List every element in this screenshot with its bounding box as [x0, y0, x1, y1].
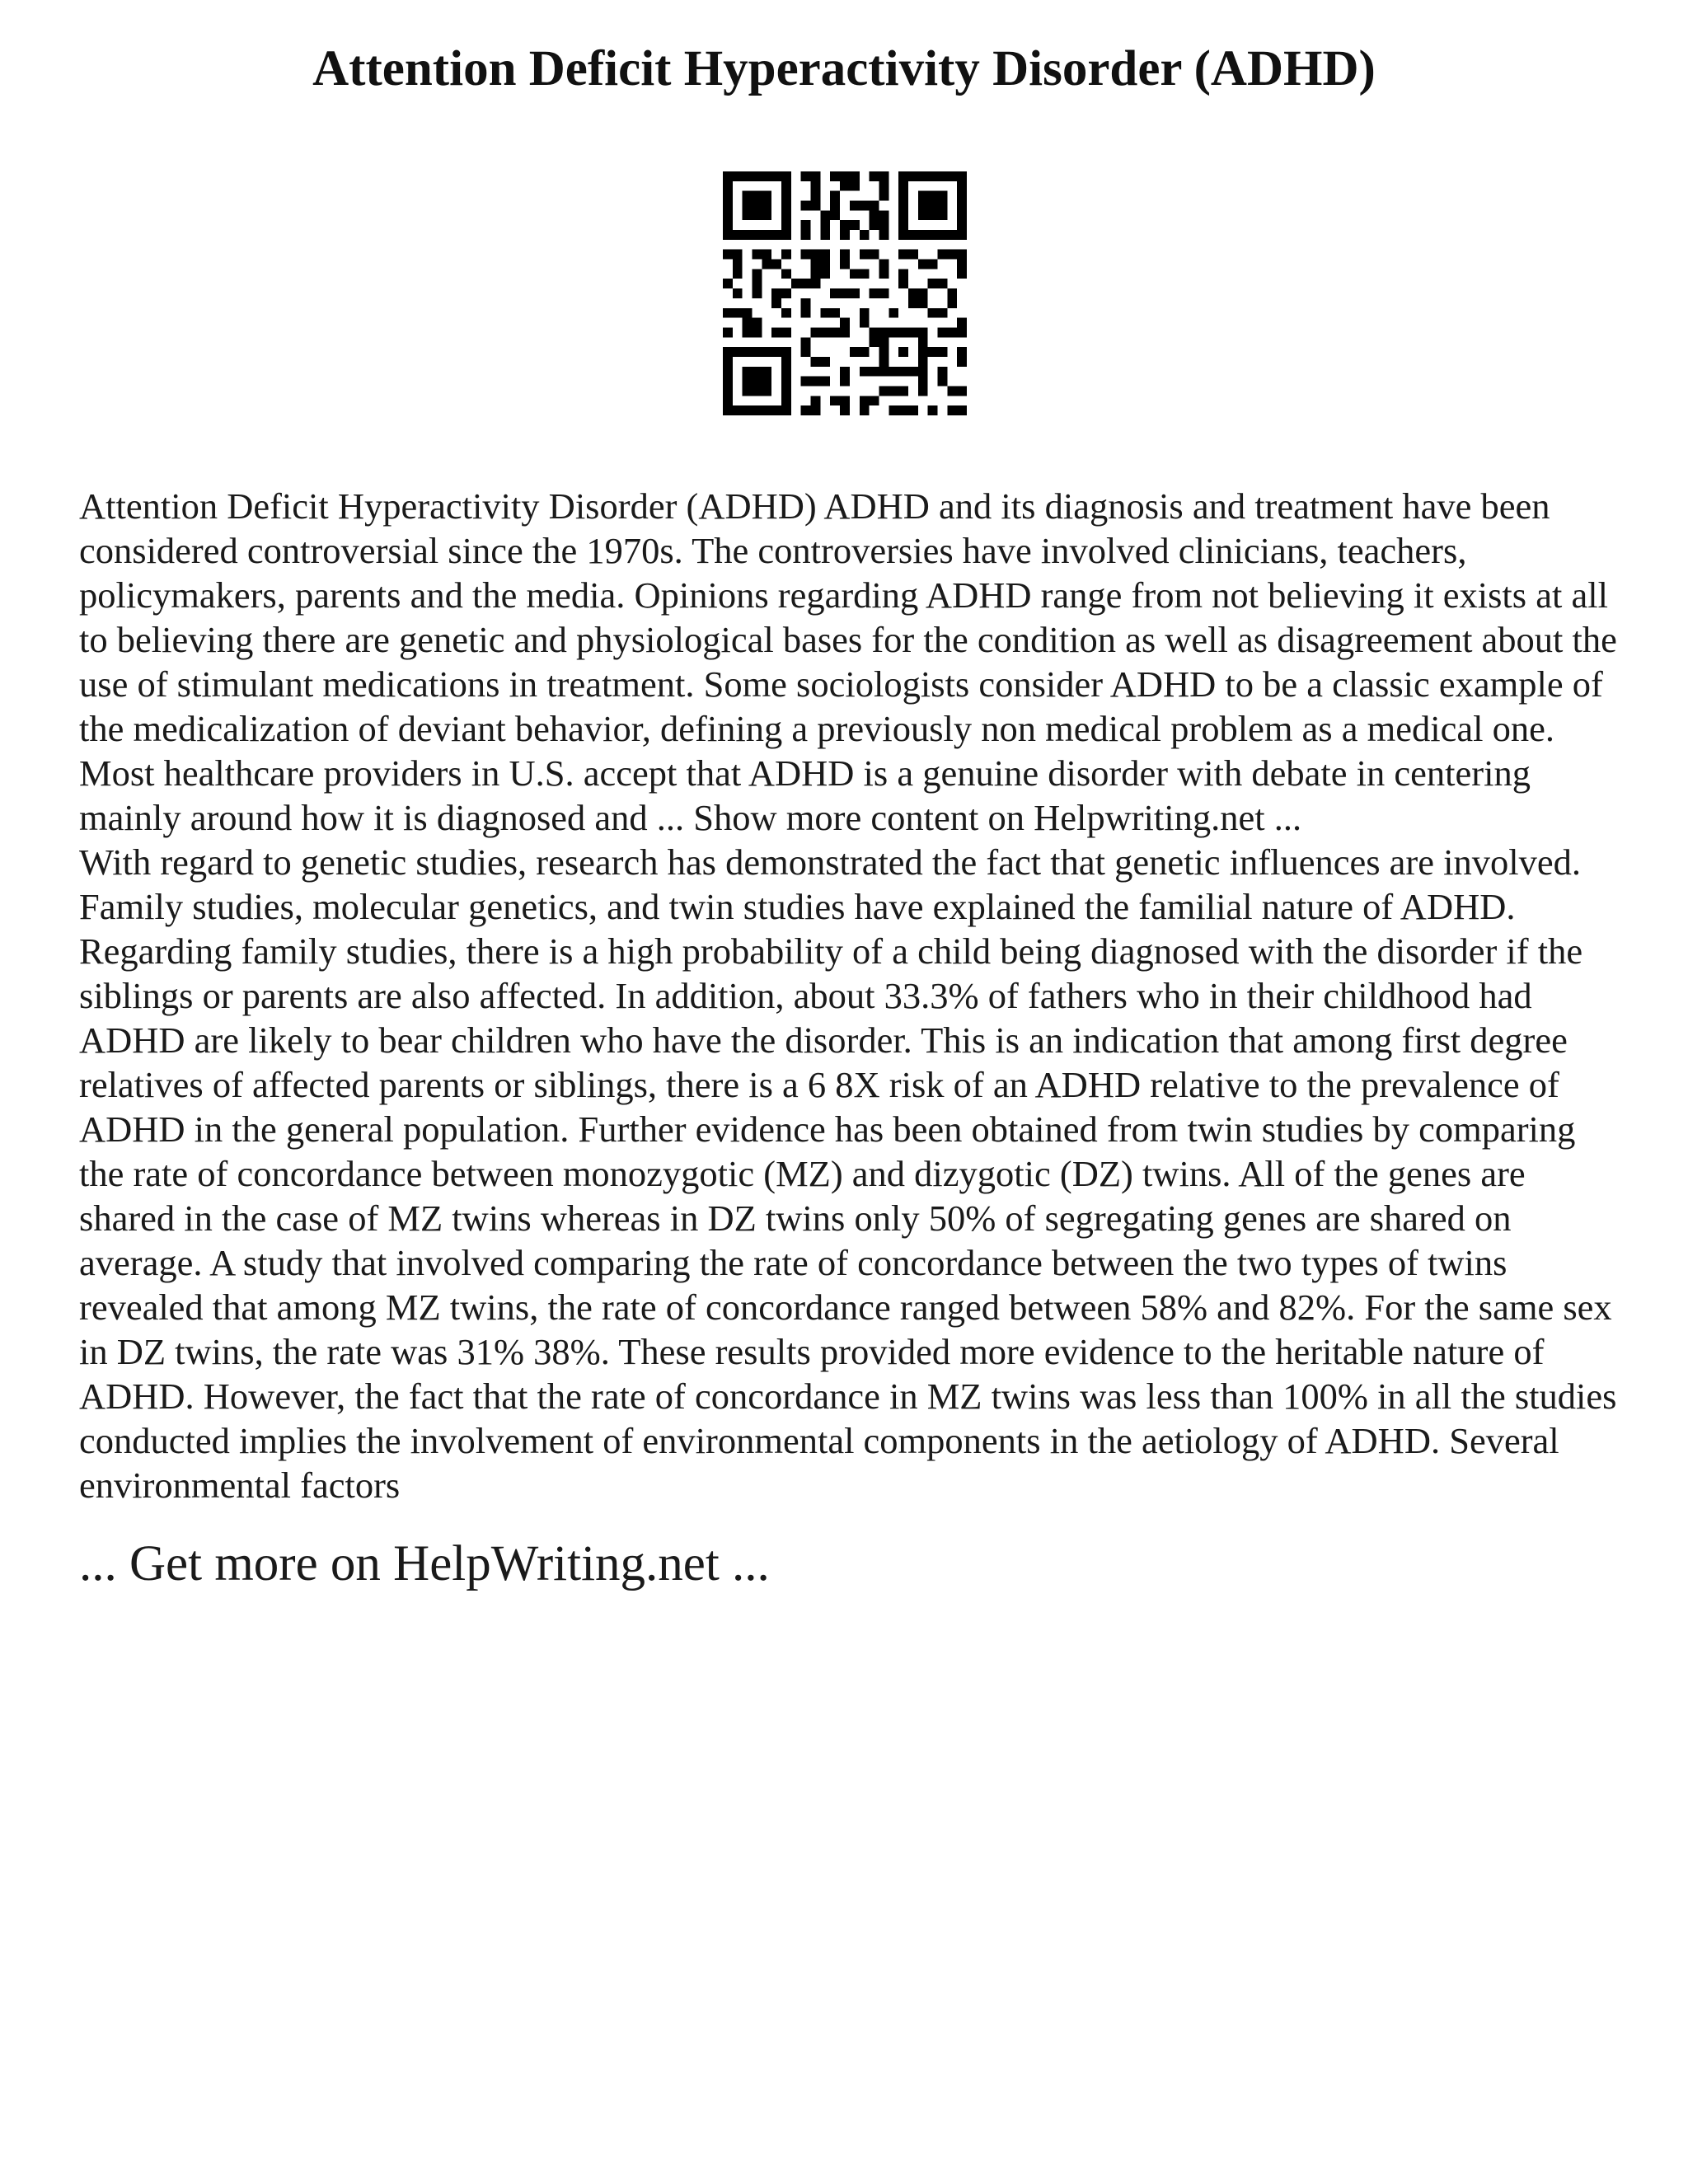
page-title: Attention Deficit Hyperactivity Disorder (ADHD) [312, 41, 1376, 96]
get-more-link[interactable]: ... Get more on HelpWriting.net ... [79, 1536, 770, 1591]
article-paragraph: Attention Deficit Hyperactivity Disorder (ADHD) ADHD and its diagnosis and treatment have been considered controversial since the 1970s. The controversies have involved clinicians, teachers, policymakers, parents and the media. Opinions regarding ADHD range from not believing it exists at all to believing there are genetic and physiological bases for the condition as well as disagreement about the use of stimulant medications in treatment. Some sociologists consider ADHD to be a classic example of the medicalization of deviant behavior, defining a previously non medical problem as a medical one. Most healthcare providers in U.S. accept that ADHD is a genuine disorder with debate in centering mainly around how it is diagnosed and ... Show more content on Helpwriting.net ... [79, 485, 1617, 838]
qr-code-icon[interactable] [723, 171, 967, 415]
qr-code-graphic [723, 171, 967, 415]
article-paragraph: With regard to genetic studies, research has demonstrated the fact that genetic influences are involved. Family studies, molecular genetics, and twin studies have explained the familial nature of ADHD. Regarding family studies, there is a high probability of a child being diagnosed with the disorder if the siblings or parents are also affected. In addition, about 33.3% of fathers who in their childhood had ADHD are likely to bear children who have the disorder. This is an indication that among first degree relatives of affected parents or siblings, there is a 6 8X risk of an ADHD relative to the prevalence of ADHD in the general population. Further evidence has been obtained from twin studies by comparing the rate of concordance between monozygotic (MZ) and dizygotic (DZ) twins. All of the genes are shared in the case of MZ twins whereas in DZ twins only 50% of segregating genes are shared on average. A study that involved comparing the rate of concordance between the two types of twins revealed that among MZ twins, the rate of concordance ranged between 58% and 82%. For the same sex in DZ twins, the rate was 31% 38%. These results provided more evidence to the heritable nature of ADHD. However, the fact that the rate of concordance in MZ twins was less than 100% in all the studies conducted implies the involvement of environmental components in the aetiology of ADHD. Several environmental factors [79, 841, 1617, 1506]
article-body [79, 484, 1629, 1507]
